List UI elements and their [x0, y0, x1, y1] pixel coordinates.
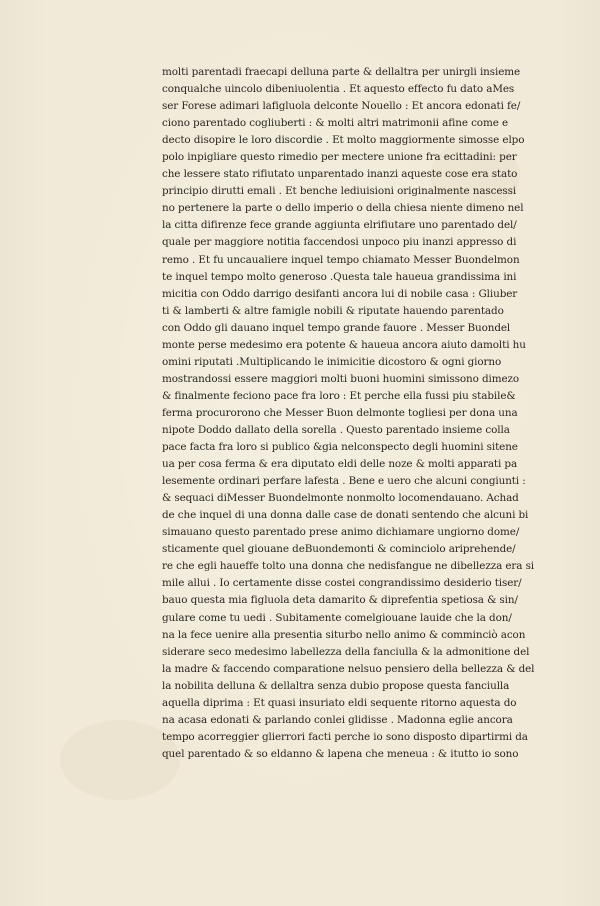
text-line: & sequaci diMesser Buondelmonte nonmolto locomendauano. Achad: [162, 492, 519, 505]
text-line: con Oddo gli dauano inquel tempo grande fauore . Messer Buondel: [162, 321, 511, 334]
text-line: te inquel tempo molto generoso .Questa tale haueua grandissima ini: [162, 270, 517, 283]
text-line: tempo acorreggier glierrori facti perche io sono disposto dipartirmi da: [162, 730, 528, 743]
text-line: omini riputati .Multiplicando le inimicitie dicostoro & ogni giorno: [162, 355, 502, 368]
text-line: quale per maggiore notitia faccendosi unpoco piu inanzi appresso di: [162, 236, 517, 249]
text-line: mile allui . Io certamente disse costei congrandissimo desiderio tiser/: [162, 577, 522, 590]
text-line: mostrandossi essere maggiori molti buoni huomini simissono dimezo: [162, 372, 520, 385]
text-line: de che inquel di una donna dalle case de donati sentendo che alcuni bi: [162, 509, 529, 522]
text-line: monte perse medesimo era potente & haueua ancora aiuto damolti hu: [162, 338, 526, 351]
text-line: pace facta fra loro si publico &gia nelconspecto degli huomini sitene: [162, 441, 518, 454]
text-line: principio dirutti emali . Et benche lediuisioni originalmente nascessi: [162, 185, 517, 198]
text-line: no pertenere la parte o dello imperio o della chiesa niente dimeno nel: [162, 202, 524, 215]
text-line: la madre & faccendo comparatione nelsuo pensiero della bellezza & del: [162, 662, 535, 675]
text-line: bauo questa mia figluola deta damarito & diprefentia spetiosa & sin/: [162, 594, 518, 607]
text-line: re che egli haueffe tolto una donna che nedisfangue ne dibellezza era si: [162, 560, 535, 573]
text-column: [162, 64, 552, 763]
text-line: & finalmente feciono pace fra loro : Et perche ella fussi piu stabile&: [162, 389, 516, 402]
text-line: siderare seco medesimo labellezza della fanciulla & la admonitione del: [162, 645, 530, 658]
text-line: ferma procurorono che Messer Buon delmonte togliesi per dona una: [162, 406, 518, 419]
text-line: decto disopire le loro discordie . Et molto maggiormente simosse elpo: [162, 134, 525, 147]
text-line: na acasa edonati & parlando conlei glidisse . Madonna eglie ancora: [162, 713, 513, 726]
text-line: micitia con Oddo darrigo desifanti ancora lui di nobile casa : Gliuber: [162, 287, 518, 300]
text-line: lesemente ordinari perfare lafesta . Bene e uero che alcuni congiunti :: [162, 475, 526, 488]
text-line: sticamente quel giouane deBuondemonti & cominciolo ariprehende/: [162, 543, 516, 556]
text-line: molti parentadi fraecapi delluna parte & dellaltra per unirgli insieme: [162, 66, 521, 78]
text-line: che lessere stato rifiutato unparentado inanzi aqueste cose era stato: [162, 168, 518, 181]
text-line: na la fece uenire alla presentia siturbo nello animo & comminciò acon: [162, 628, 526, 641]
text-line: la citta difirenze fece grande aggiunta elrifiutare uno parentado del/: [162, 219, 517, 232]
text-line: gulare come tu uedi . Subitamente comelgiouane lauide che la don/: [162, 611, 512, 624]
text-line: la nobilita delluna & dellaltra senza dubio propose questa fanciulla: [162, 679, 510, 692]
text-line: polo inpigliare questo rimedio per mectere unione fra ecittadini: per: [162, 151, 517, 164]
text-line: conqualche uincolo dibeniuolentia . Et aquesto effecto fu dato aMes: [162, 83, 515, 96]
text-line: remo . Et fu uncaualiere inquel tempo chiamato Messer Buondelmon: [162, 253, 520, 266]
text-line: ti & lamberti & altre famigle nobili & riputate hauendo parentado: [162, 304, 504, 317]
text-line: quel parentado & so eldanno & lapena che meneua : & itutto io sono: [162, 747, 519, 760]
text-line: ser Forese adimari lafigluola delconte Nouello : Et ancora edonati fe/: [162, 100, 521, 113]
text-line: ua per cosa ferma & era diputato eldi delle noze & molti apparati pa: [162, 458, 518, 471]
text-line: ciono parentado cogliuberti : & molti altri matrimonii afine come e: [162, 117, 508, 130]
text-line: aquella diprima : Et quasi insuriato eldi sequente ritorno aquesta do: [162, 696, 517, 709]
text-line: simauano questo parentado prese animo dichiamare ungiorno dome/: [162, 526, 520, 539]
text-line: nipote Doddo dallato della sorella . Questo parentado insieme colla: [162, 423, 510, 436]
